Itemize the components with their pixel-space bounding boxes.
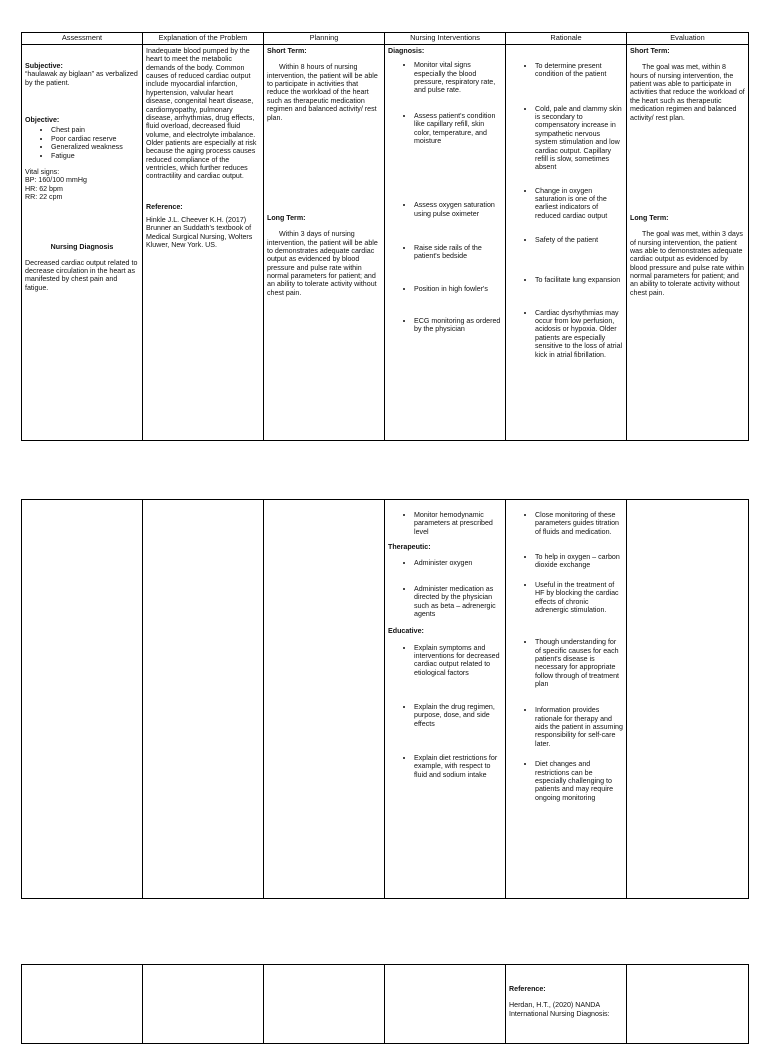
planning-short-label: Short Term: <box>267 47 307 55</box>
intervention-item: • Assess patient's condition like capillary refill, skin color, temperature, and moisture <box>414 112 502 145</box>
intervention-item: • Explain symptoms and interventions for decreased cardiac output related to etiological factors <box>414 644 502 677</box>
diagnosis-label: Diagnosis: <box>388 47 425 55</box>
rationale-item: • Safety of the patient <box>535 236 623 244</box>
planning-short-text: Within 8 hours of nursing intervention, the patient will be able to participate in activities that reduce the workload of the heart such as therapeutic medication regimen and balanced activity/ rest plan. <box>267 63 378 122</box>
evaluation-long-label: Long Term: <box>630 213 669 222</box>
intervention-item: • Explain the drug regimen, purpose, dose, and side effects <box>414 703 502 728</box>
evaluation-long-text: The goal was met, within 3 days of nursing intervention, the patient was able to demonstrates adequate cardiac output as evidenced by blood pressure and pulse rate within normal parameters for patient; and an ability to tolerate activity without chest pain. <box>630 230 744 297</box>
evaluation-cell <box>627 45 749 441</box>
rationale-item: • Diet changes and restrictions can be especially challenging to patients and may require ongoing monitoring <box>535 760 623 802</box>
objective-item: • Generalized weakness <box>51 143 139 151</box>
interventions-cell <box>385 500 506 899</box>
intervention-item: • ECG monitoring as ordered by the physician <box>414 317 502 334</box>
vitals-label: Vital signs: <box>25 167 60 176</box>
intervention-item: • Monitor hemodynamic parameters at prescribed level <box>414 511 502 536</box>
evaluation-short-label: Short Term: <box>630 47 670 55</box>
care-plan-table-page-3 <box>21 964 749 1044</box>
content-row <box>22 45 749 441</box>
intervention-item: • Raise side rails of the patient's bedside <box>414 244 502 261</box>
rationale-item: • Cardiac dysrhythmias may occur from low perfusion, acidosis or hypoxia. Older patients are especially sensitive to the loss of atrial kick in atrial fibrillation. <box>535 309 623 359</box>
explanation-reference-label: Reference: <box>146 202 183 211</box>
evaluation-cell <box>627 500 749 899</box>
intervention-item: • Assess oxygen saturation using pulse oximeter <box>414 201 502 218</box>
header-explanation: Explanation of the Problem <box>143 33 264 45</box>
planning-long-text: Within 3 days of nursing intervention, the patient will be able to demonstrates adequate cardiac output as evidenced by blood pressure and pulse rate within normal parameters for patient; and an ability to tolerate activity without chest pain. <box>267 230 378 297</box>
explanation-cell <box>143 45 264 441</box>
content-row <box>22 500 749 899</box>
objective-item: • Poor cardiac reserve <box>51 135 139 143</box>
objective-label: Objective: <box>25 116 60 125</box>
rationale-item: • Though understanding for of specific causes for each patient's disease is necessary for appropriate follow through of treatment plan <box>535 638 623 688</box>
content-row <box>22 965 749 1044</box>
evaluation-short-text: The goal was met, within 8 hours of nursing intervention, the patient was able to participate in activities that reduce the workload of the heart such as therapeutic medication regimen and balanced activity/ rest plan. <box>630 63 745 122</box>
rationale-cell <box>506 965 627 1044</box>
explanation-reference-text: Hinkle J.L. Cheever K.H. (2017) Brunner an Suddath's textbook of Medical Surgical Nursing, Wolters Kluwer, New York. US. <box>146 216 253 250</box>
evaluation-cell <box>627 965 749 1044</box>
nursing-diagnosis-text: Decreased cardiac output related to decrease circulation in the heart as manifested by chest pain and fatigue. <box>25 258 138 292</box>
vital-sign: RR: 22 cpm <box>25 192 63 201</box>
header-planning: Planning <box>264 33 385 45</box>
header-row <box>22 33 749 45</box>
rationale-item: • Cold, pale and clammy skin is secondary to compensatory increase in sympathetic nervous system stimulation and low cardiac output. Capillary refill is slow, sometimes absent <box>535 105 623 172</box>
vital-sign: HR: 62 bpm <box>25 184 63 193</box>
intervention-item: • Administer medication as directed by the physician such as beta – adrenergic agents <box>414 585 502 618</box>
vital-sign: BP: 160/100 mmHg <box>25 176 87 185</box>
rationale-cell <box>506 500 627 899</box>
reference-label: Reference: <box>509 985 546 993</box>
care-plan-table-page-2 <box>21 499 749 899</box>
intervention-item: • Explain diet restrictions for example, with respect to fluid and sodium intake <box>414 754 502 779</box>
header-evaluation: Evaluation <box>627 33 749 45</box>
header-assessment: Assessment <box>22 33 143 45</box>
intervention-item: • Monitor vital signs especially the blood pressure, respiratory rate, and pulse rate. <box>414 61 502 94</box>
care-plan-table-page-1 <box>21 32 749 441</box>
rationale-item: • To determine present condition of the patient <box>535 62 623 79</box>
planning-cell <box>264 500 385 899</box>
subjective-label: Subjective: <box>25 62 63 70</box>
planning-cell <box>264 965 385 1044</box>
planning-long-label: Long Term: <box>267 213 306 222</box>
objective-item: • Chest pain <box>51 126 139 134</box>
subjective-text: “haulawak ay biglaan” as verbalized by the patient. <box>25 70 138 87</box>
interventions-cell <box>385 45 506 441</box>
planning-cell <box>264 45 385 441</box>
rationale-item: • Useful in the treatment of HF by blocking the cardiac effects of chronic adrenergic stimulation. <box>535 581 623 614</box>
header-interventions: Nursing Interventions <box>385 33 506 45</box>
rationale-item: • To help in oxygen – carbon dioxide exchange <box>535 553 623 570</box>
educative-label: Educative: <box>388 627 424 636</box>
reference-text: Herdan, H.T., (2020) NANDA International Nursing Diagnosis: <box>509 1001 610 1018</box>
rationale-item: • Close monitoring of these parameters guides titration of fluids and medication. <box>535 511 623 536</box>
assessment-cell <box>22 500 143 899</box>
rationale-item: • Information provides rationale for therapy and aids the patient in assuming responsibility for self-care later. <box>535 706 623 748</box>
explanation-cell <box>143 500 264 899</box>
rationale-item: • Change in oxygen saturation is one of the earliest indicators of reduced cardiac output <box>535 187 623 220</box>
therapeutic-label: Therapeutic: <box>388 543 431 552</box>
header-rationale: Rationale <box>506 33 627 45</box>
assessment-cell <box>22 45 143 441</box>
intervention-item: • Position in high fowler's <box>414 285 502 293</box>
explanation-cell <box>143 965 264 1044</box>
explanation-text: Inadequate blood pumped by the heart to meet the metabolic demands of the body. Common causes of reduced cardiac output include myocardial infarction, hypertension, valvular heart disease, congenital heart disease, cardiomyopathy, pulmonary disease, arrhythmias, drug effects, fluid overload, decreased fluid volume, and electrolyte imbalance. Older patients are especially at risk because the aging process causes reduced compliance of the ventricles, which further reduces contractility and cardiac output. <box>146 47 257 181</box>
objective-item: • Fatigue <box>51 152 139 160</box>
interventions-cell <box>385 965 506 1044</box>
rationale-cell <box>506 45 627 441</box>
rationale-item: • To facilitate lung expansion <box>535 276 623 284</box>
assessment-cell <box>22 965 143 1044</box>
nursing-diagnosis-label: Nursing Diagnosis <box>50 243 114 252</box>
intervention-item: • Administer oxygen <box>414 559 502 567</box>
